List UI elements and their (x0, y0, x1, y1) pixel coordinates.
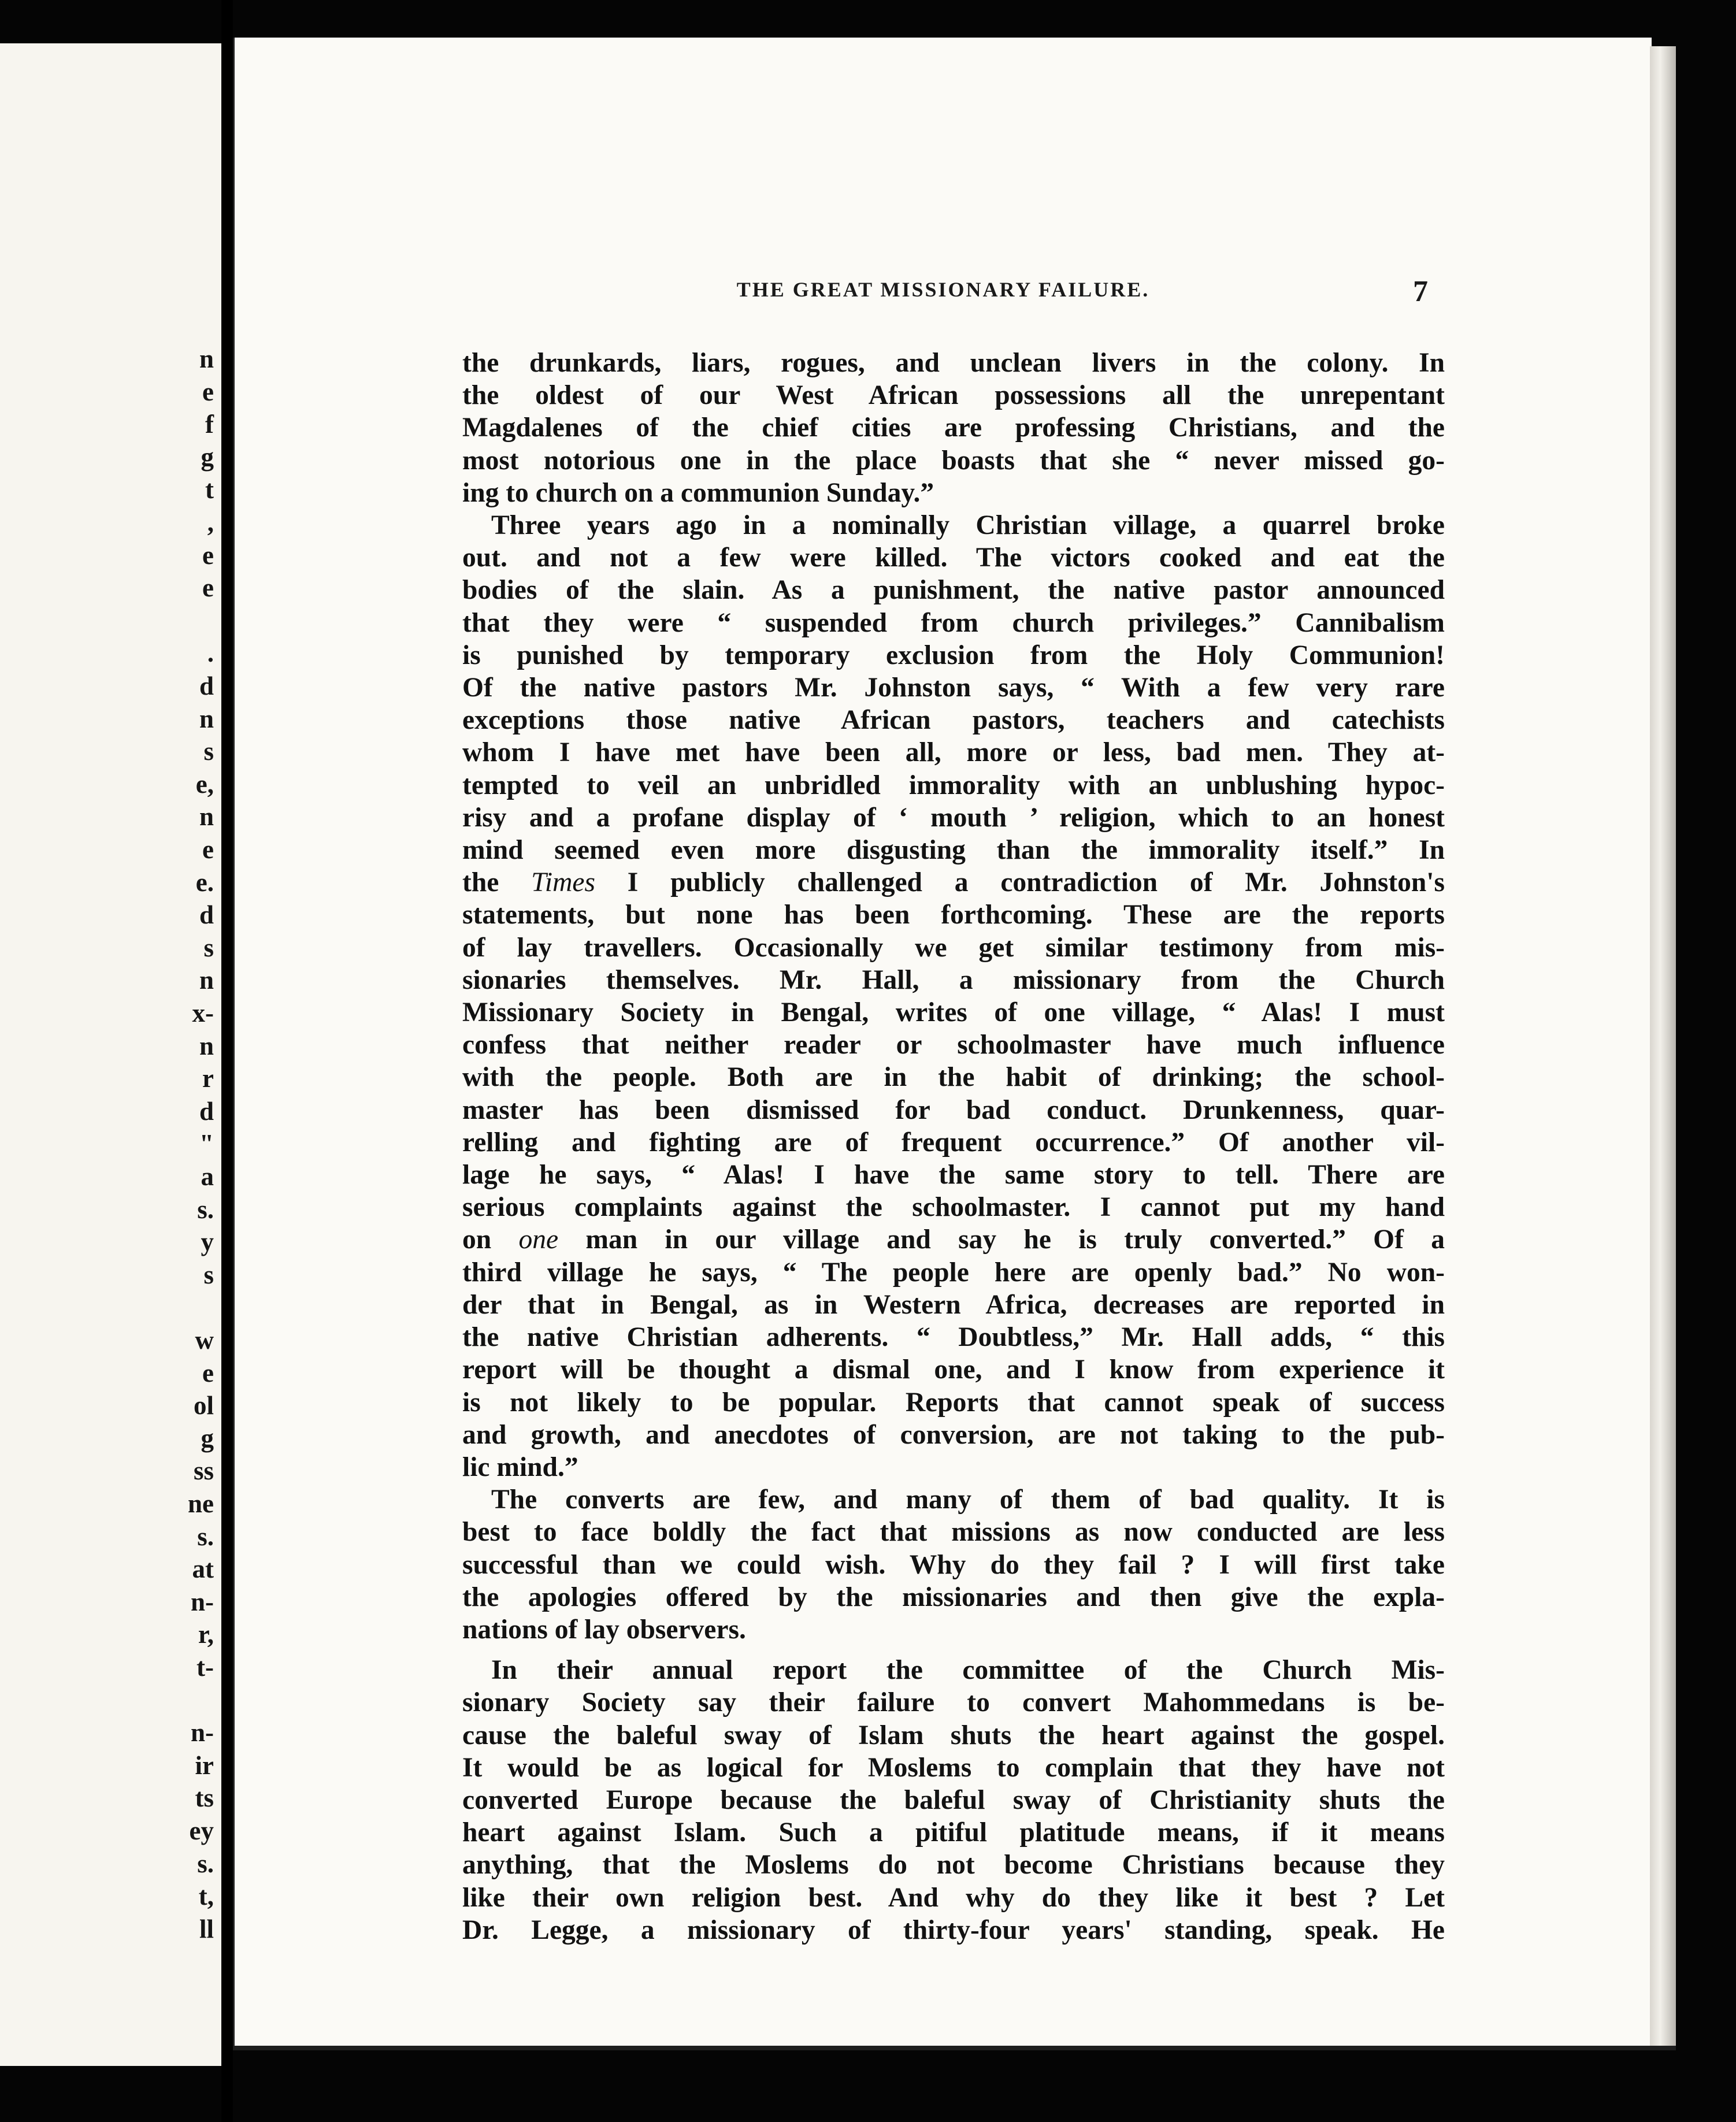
text-line: best to face boldly the fact that missions as now conducted are less (462, 1517, 1445, 1548)
facing-page-fragment: , (207, 508, 214, 537)
text-line: is punished by temporary exclusion from the Holy Communion! (462, 640, 1445, 670)
text-line: relling and fighting are of frequent occurrence.” Of another vil- (462, 1127, 1445, 1158)
page-edge (1650, 46, 1676, 2046)
facing-page-fragment: r, (198, 1620, 214, 1649)
text-line: exceptions those native African pastors, teachers and catechists (462, 705, 1445, 736)
facing-page-fragment: n (199, 802, 214, 832)
text-line: sionary Society say their failure to convert Mahommedans is be- (462, 1687, 1445, 1718)
text-line: cause the baleful sway of Islam shuts the heart against the gospel. (462, 1720, 1445, 1750)
text-line: on one man in our village and say he is truly converted.” Of a (462, 1225, 1445, 1255)
facing-page-fragment: n (199, 1031, 214, 1060)
facing-page-fragment: s (203, 737, 214, 766)
facing-page-fragment: e (202, 835, 214, 864)
facing-page-fragment: e, (195, 769, 214, 799)
facing-page (0, 43, 223, 2066)
text-line: the native Christian adherents. “ Doubtless,” Mr. Hall adds, “ this (462, 1322, 1445, 1353)
facing-page-fragment: e (202, 1358, 214, 1388)
facing-page-fragment: n- (190, 1718, 214, 1748)
text-line: Dr. Legge, a missionary of thirty-four years' standing, speak. He (462, 1915, 1445, 1945)
text-line: that they were “ suspended from church privileges.” Cannibalism (462, 607, 1445, 638)
text-line: lic mind.” (462, 1452, 578, 1482)
page-body (462, 347, 1445, 2023)
facing-page-fragment: t, (198, 1882, 214, 1911)
text-line: of lay travellers. Occasionally we get similar testimony from mis- (462, 932, 1445, 963)
text-line: It would be as logical for Moslems to complain that they have not (462, 1752, 1445, 1783)
facing-page-fragment: n (199, 344, 214, 373)
page-number: 7 (1413, 275, 1428, 308)
text-line: Of the native pastors Mr. Johnston says, “ With a few very rare (462, 673, 1445, 703)
facing-page-fragment: ey (189, 1816, 214, 1845)
facing-page-fragment: a (201, 1162, 214, 1191)
text-line: In their annual report the committee of the Church Mis- (491, 1655, 1445, 1686)
text-line: Missionary Society in Bengal, writes of one village, “ Alas! I must (462, 997, 1445, 1028)
text-line: sionaries themselves. Mr. Hall, a missionary from the Church (462, 964, 1445, 995)
text-line: risy and a profane display of ‘ mouth ’ religion, which to an honest (462, 802, 1445, 833)
text-line: and growth, and anecdotes of conversion, are not taking to the pub- (462, 1419, 1445, 1450)
text-line: the drunkards, liars, rogues, and unclean livers in the colony. In (462, 348, 1445, 378)
facing-page-fragment: e. (195, 867, 214, 897)
text-line: report will be thought a dismal one, and I know from experience it (462, 1355, 1445, 1385)
facing-page-fragment: ll (199, 1914, 214, 1943)
text-line: heart against Islam. Such a pitiful platitude means, if it means (462, 1817, 1445, 1848)
text-line: anything, that the Moslems do not become Christians because they (462, 1850, 1445, 1880)
text-line: bodies of the slain. As a punishment, the native pastor announced (462, 575, 1445, 606)
text-line: master has been dismissed for bad conduct. Drunkenness, quar- (462, 1095, 1445, 1125)
text-line: like their own religion best. And why do they like it best ? Let (462, 1882, 1445, 1913)
facing-page-fragment: d (199, 1096, 214, 1126)
facing-page-fragment: at (192, 1555, 214, 1584)
facing-page-fragment: x- (192, 999, 214, 1027)
text-line: most notorious one in the place boasts that she “ never missed go- (462, 445, 1445, 476)
facing-page-fragment: s. (197, 1194, 214, 1224)
facing-page-fragment: . (207, 639, 214, 668)
facing-page-fragment: s (203, 933, 214, 962)
text-line: the apologies offered by the missionaries and then give the expla- (462, 1582, 1445, 1612)
text-line: third village he says, “ The people here are openly bad.” No won- (462, 1257, 1445, 1288)
facing-page-fragment: w (195, 1326, 214, 1355)
facing-page-fragment: t- (196, 1653, 214, 1682)
facing-page-fragment: f (205, 410, 214, 439)
text-line: out. and not a few were killed. The victors cooked and eat the (462, 543, 1445, 573)
facing-page-fragment: g (201, 1423, 214, 1453)
facing-page-fragment: s. (197, 1849, 214, 1878)
text-line: statements, but none has been forthcoming. These are the reports (462, 900, 1445, 930)
text-line: tempted to veil an unbridled immorality with an unblushing hypoc- (462, 770, 1445, 800)
facing-page-fragment: e (202, 377, 214, 406)
text-line: The converts are few, and many of them of bad quality. It is (491, 1485, 1445, 1515)
text-line: the Times I publicly challenged a contradiction of Mr. Johnston's (462, 867, 1445, 898)
book-gutter (221, 0, 233, 2122)
text-line: successful than we could wish. Why do they fail ? I will first take (462, 1549, 1445, 1580)
facing-page-fragment: ir (195, 1750, 214, 1780)
facing-page-fragment: " (199, 1129, 214, 1159)
facing-page-fragment: n (199, 966, 214, 995)
facing-page-fragment: n- (190, 1587, 214, 1616)
text-line: serious complaints against the schoolmaster. I cannot put my hand (462, 1192, 1445, 1223)
italic-word: one (518, 1225, 559, 1255)
text-line: lage he says, “ Alas! I have the same story to tell. There are (462, 1160, 1445, 1190)
text-line: der that in Bengal, as in Western Africa, decreases are reported in (462, 1289, 1445, 1320)
text-line: with the people. Both are in the habit of drinking; the school- (462, 1062, 1445, 1093)
text-line: Magdalenes of the chief cities are professing Christians, and the (462, 413, 1445, 443)
text-line: the oldest of our West African possessions all the unrepentant (462, 380, 1445, 411)
facing-page-fragment: ss (193, 1456, 214, 1486)
italic-word: Times (531, 867, 595, 898)
text-line: nations of lay observers. (462, 1614, 746, 1645)
facing-page-text-fragments (0, 43, 221, 2066)
facing-page-fragment: ol (193, 1391, 214, 1420)
text-line: converted Europe because the baleful sway of Christianity shuts the (462, 1785, 1445, 1815)
facing-page-fragment: d (199, 672, 214, 700)
text-line: confess that neither reader or schoolmaster have much influence (462, 1030, 1445, 1060)
facing-page-fragment: r (202, 1064, 214, 1093)
facing-page-fragment: t (205, 475, 214, 504)
facing-page-fragment: n (199, 704, 214, 733)
facing-page-fragment: e (202, 540, 214, 570)
page-bottom-shadow (233, 2046, 1676, 2050)
facing-page-fragment: s (203, 1260, 214, 1289)
facing-page-fragment: e (202, 573, 214, 603)
running-head: THE GREAT MISSIONARY FAILURE. (736, 278, 1150, 301)
facing-page-fragment: ts (195, 1783, 214, 1813)
facing-page-fragment: d (199, 900, 214, 930)
facing-page-fragment: s. (197, 1522, 214, 1551)
text-line: is not likely to be popular. Reports that cannot speak of success (462, 1387, 1445, 1418)
text-line: ing to church on a communion Sunday.” (462, 477, 934, 508)
facing-page-fragment: y (201, 1227, 214, 1257)
text-line: whom I have met have been all, more or less, bad men. They at- (462, 737, 1445, 768)
facing-page-fragment: g (201, 442, 214, 472)
text-line: Three years ago in a nominally Christian village, a quarrel broke (491, 510, 1445, 541)
text-line: mind seemed even more disgusting than the immorality itself.” In (462, 835, 1445, 866)
facing-page-fragment: ne (188, 1489, 214, 1518)
